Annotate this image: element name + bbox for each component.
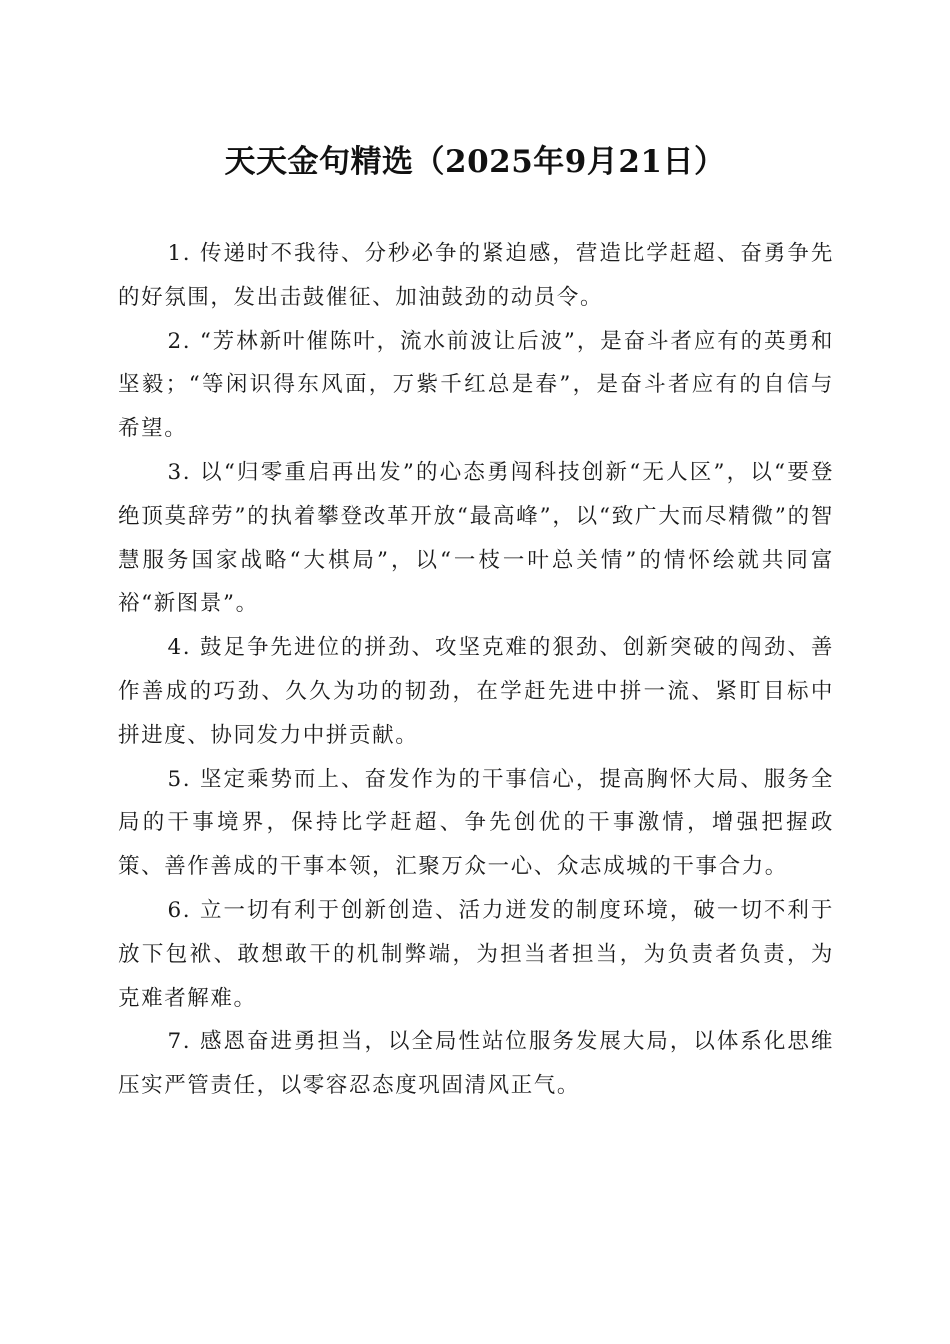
paragraph-7: 7. 感恩奋进勇担当，以全局性站位服务发展大局，以体系化思维压实严管责任，以零容忍态度巩固清风正气。 xyxy=(118,1029,834,1099)
paragraph-4: 4. 鼓足争先进位的拼劲、攻坚克难的狠劲、创新突破的闯劲、善作善成的巧劲、久久为功的韧劲，在学赶先进中拼一流、紧盯目标中拼进度、协同发力中拼贡献。 xyxy=(118,635,834,748)
paragraph-6: 6. 立一切有利于创新创造、活力迸发的制度环境，破一切不利于放下包袱、敢想敢干的机制弊端，为担当者担当，为负责者负责，为克难者解难。 xyxy=(118,897,834,1011)
document-body xyxy=(118,232,834,1108)
paragraph-1: 1. 传递时不我待、分秒必争的紧迫感，营造比学赶超、奋勇争先的好氛围，发出击鼓催征、加油鼓劲的动员令。 xyxy=(118,241,834,310)
paragraph-2: 2. “芳林新叶催陈叶，流水前波让后波”，是奋斗者应有的英勇和坚毅；“等闲识得东风面，万紫千红总是春”，是奋斗者应有的自信与希望。 xyxy=(118,328,834,442)
paragraph-5: 5. 坚定乘势而上、奋发作为的干事信心，提高胸怀大局、服务全局的干事境界，保持比学赶超、争先创优的干事激情，增强把握政策、善作善成的干事本领，汇聚万众一心、众志成城的干事合力。 xyxy=(118,766,834,880)
document-title: 天天金句精选（2025年9月21日） xyxy=(224,144,726,180)
paragraph-3: 3. 以“归零重启再出发”的心态勇闯科技创新“无人区”，以“要登绝顶莫辞劳”的执着攀登改革开放“最高峰”，以“致广大而尽精微”的智慧服务国家战略“大棋局”，以“一枝一叶总关情”的情怀绘就共同富裕“新图景”。 xyxy=(118,459,834,617)
